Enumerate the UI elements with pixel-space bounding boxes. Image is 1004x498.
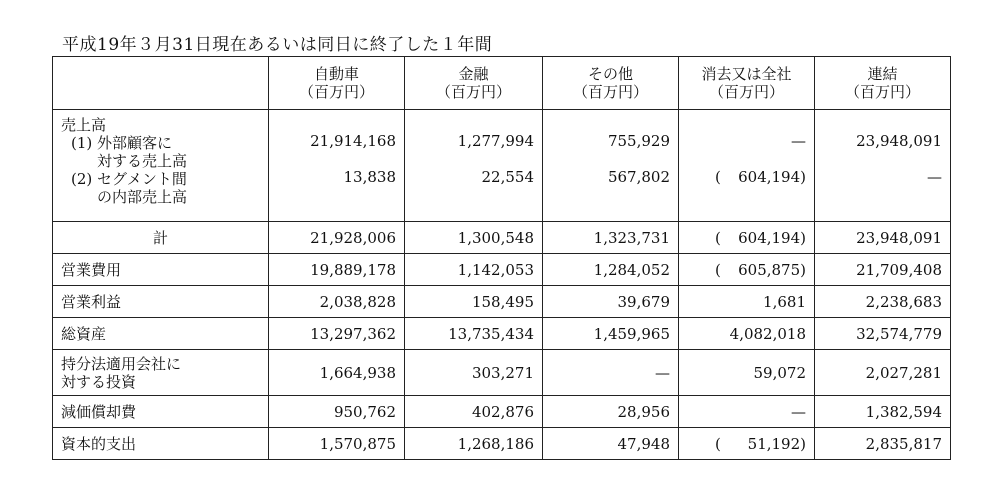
sales-label: 売上高 — [61, 116, 107, 134]
sales-other-cell — [543, 110, 679, 222]
paren-open: ( — [715, 434, 721, 453]
sales-elimination-cell — [679, 110, 815, 222]
capex-automotive: 1,570,875 — [269, 428, 405, 460]
op-expenses-consolidated: 21,709,408 — [815, 254, 951, 286]
intersegment-sales-financial: 22,554 — [481, 168, 534, 186]
label-line: 対する投資 — [61, 372, 137, 391]
equity-investments-other: — — [543, 350, 679, 396]
total-elimination — [679, 222, 815, 254]
equity-investments-consolidated: 2,027,281 — [815, 350, 951, 396]
col-header-other — [543, 57, 679, 110]
col-unit: （百万円） — [298, 83, 374, 101]
external-sales-consolidated: 23,948,091 — [856, 132, 942, 150]
total-automotive: 21,928,006 — [269, 222, 405, 254]
col-header-automotive — [269, 57, 405, 110]
op-expenses-financial: 1,142,053 — [405, 254, 543, 286]
op-expenses-automotive: 19,889,178 — [269, 254, 405, 286]
sales-automotive-cell — [269, 110, 405, 222]
total-label: 計 — [53, 222, 269, 254]
depreciation-elimination: — — [679, 396, 815, 428]
sales-consolidated-cell — [815, 110, 951, 222]
depreciation-consolidated: 1,382,594 — [815, 396, 951, 428]
total-financial: 1,300,548 — [405, 222, 543, 254]
total-assets-consolidated: 32,574,779 — [815, 318, 951, 350]
capex-label: 資本的支出 — [53, 428, 269, 460]
depreciation-row — [53, 396, 951, 428]
external-sales-automotive: 21,914,168 — [310, 132, 396, 150]
op-income-row — [53, 286, 951, 318]
depreciation-other: 28,956 — [543, 396, 679, 428]
col-header-consolidated — [815, 57, 951, 110]
col-unit: （百万円） — [572, 83, 648, 101]
op-expenses-label: 営業費用 — [53, 254, 269, 286]
depreciation-automotive: 950,762 — [269, 396, 405, 428]
depreciation-financial: 402,876 — [405, 396, 543, 428]
col-name: 消去又は全社 — [701, 65, 792, 83]
label-line: 対する売上高 — [97, 152, 188, 170]
sales-financial-cell — [405, 110, 543, 222]
sales-label-cell — [53, 110, 269, 222]
op-expenses-row — [53, 254, 951, 286]
sales-row — [53, 110, 951, 222]
label-line: (2) セグメント間 — [71, 170, 187, 188]
intersegment-sales-other: 567,802 — [607, 168, 670, 186]
total-row — [53, 222, 951, 254]
equity-investments-elimination: 59,072 — [679, 350, 815, 396]
total-assets-other: 1,459,965 — [543, 318, 679, 350]
elimination-value: 604,194) — [738, 168, 806, 186]
total-assets-row — [53, 318, 951, 350]
label-line: の内部売上高 — [97, 188, 188, 206]
op-income-label: 営業利益 — [53, 286, 269, 318]
capex-consolidated: 2,835,817 — [815, 428, 951, 460]
equity-investments-label — [53, 350, 269, 396]
op-income-other: 39,679 — [543, 286, 679, 318]
col-header-financial — [405, 57, 543, 110]
col-unit: （百万円） — [435, 83, 511, 101]
equity-investments-financial: 303,271 — [405, 350, 543, 396]
intersegment-sales-automotive: 13,838 — [343, 168, 396, 186]
op-expenses-elimination — [679, 254, 815, 286]
total-assets-financial: 13,735,434 — [405, 318, 543, 350]
depreciation-label: 減価償却費 — [53, 396, 269, 428]
equity-investments-automotive: 1,664,938 — [269, 350, 405, 396]
label-line: 持分法適用会社に — [61, 354, 182, 373]
elimination-value: 51,192) — [747, 434, 806, 453]
capex-financial: 1,268,186 — [405, 428, 543, 460]
elimination-value: 604,194) — [738, 228, 806, 247]
total-assets-label: 総資産 — [53, 318, 269, 350]
op-income-financial: 158,495 — [405, 286, 543, 318]
op-income-elimination: 1,681 — [679, 286, 815, 318]
external-sales-elimination: — — [791, 132, 806, 150]
external-sales-financial: 1,277,994 — [457, 132, 534, 150]
external-sales-label — [61, 134, 268, 170]
label-line: (1) 外部顧客に — [71, 134, 173, 152]
equity-investments-row — [53, 350, 951, 396]
col-name: 自動車 — [313, 65, 359, 83]
segment-table — [52, 56, 951, 460]
col-name: その他 — [587, 65, 633, 83]
col-unit: （百万円） — [708, 83, 784, 101]
total-other: 1,323,731 — [543, 222, 679, 254]
op-income-consolidated: 2,238,683 — [815, 286, 951, 318]
col-header-elimination — [679, 57, 815, 110]
intersegment-sales-label — [61, 170, 268, 206]
capex-row — [53, 428, 951, 460]
paren-open: ( — [715, 260, 721, 279]
total-assets-elimination: 4,082,018 — [679, 318, 815, 350]
capex-elimination — [679, 428, 815, 460]
capex-other: 47,948 — [543, 428, 679, 460]
intersegment-sales-consolidated: — — [927, 168, 942, 186]
op-income-automotive: 2,038,828 — [269, 286, 405, 318]
header-corner — [53, 57, 269, 110]
total-consolidated: 23,948,091 — [815, 222, 951, 254]
external-sales-other: 755,929 — [607, 132, 670, 150]
header-row — [53, 57, 951, 110]
total-assets-automotive: 13,297,362 — [269, 318, 405, 350]
op-expenses-other: 1,284,052 — [543, 254, 679, 286]
elimination-value: 605,875) — [738, 260, 806, 279]
col-unit: （百万円） — [844, 83, 920, 101]
col-name: 連結 — [867, 65, 898, 83]
paren-open: ( — [715, 228, 721, 247]
intersegment-sales-elimination — [679, 150, 806, 186]
col-name: 金融 — [458, 65, 489, 83]
paren-open: ( — [715, 168, 721, 186]
table-caption: 平成19年３月31日現在あるいは同日に終了した１年間 — [62, 35, 493, 55]
